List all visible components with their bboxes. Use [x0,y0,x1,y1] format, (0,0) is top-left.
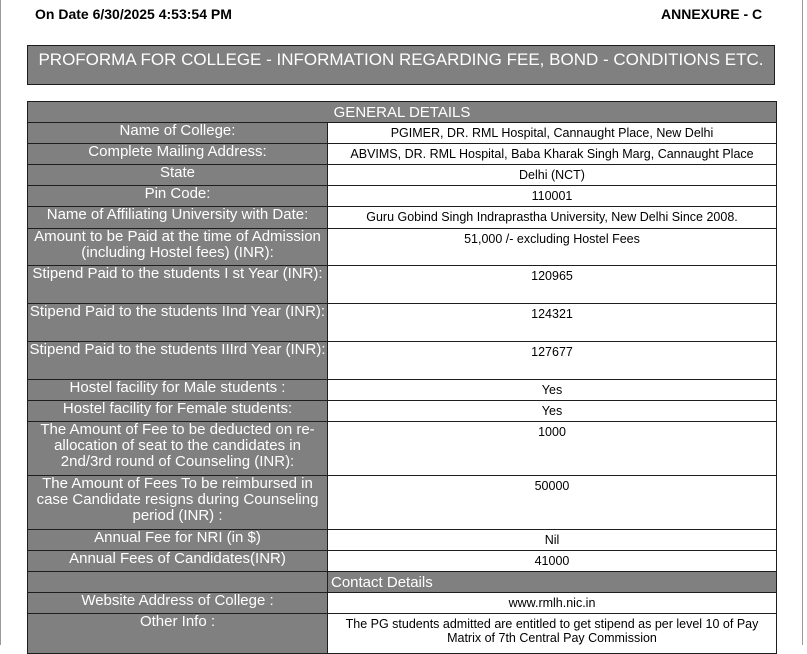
info-row [28,342,777,380]
report-date: On Date 6/30/2025 4:53:54 PM [35,6,232,22]
info-row [28,593,777,614]
website-value: www.rmlh.nic.in [328,593,777,614]
field-label: Pin Code: [28,186,328,207]
field-value: 1000 [328,422,777,476]
info-row [28,229,777,266]
field-label: Annual Fee for NRI (in $) [28,530,328,551]
field-label: Hostel facility for Female students: [28,401,328,422]
info-row [28,123,777,144]
field-value: Yes [328,401,777,422]
field-value: 51,000 /- excluding Hostel Fees [328,229,777,266]
field-label: Name of Affiliating University with Date: [28,207,328,229]
info-row [28,401,777,422]
field-value: 120965 [328,266,777,304]
field-label: Other Info : [28,614,328,654]
field-label: The Amount of Fees To be reimbursed in case Candidate resigns during Counseling period (INR) : [28,476,328,530]
page-left-edge [0,0,1,645]
field-value: Guru Gobind Singh Indraprastha University, New Delhi Since 2008. [328,207,777,229]
field-value: Yes [328,380,777,401]
field-label: State [28,165,328,186]
field-value: 41000 [328,551,777,572]
info-row [28,530,777,551]
annexure-label: ANNEXURE - C [661,6,763,22]
field-value: ABVIMS, DR. RML Hospital, Baba Kharak Singh Marg, Cannaught Place [328,144,777,165]
field-value: 124321 [328,304,777,342]
info-row [28,304,777,342]
field-value: The PG students admitted are entitled to get stipend as per level 10 of Pay Matrix of 7th Central Pay Commission [328,614,777,654]
field-value: 50000 [328,476,777,530]
college-info-table [27,101,777,654]
info-row [28,165,777,186]
field-value: PGIMER, DR. RML Hospital, Cannaught Place, New Delhi [328,123,777,144]
field-label: Hostel facility for Male students : [28,380,328,401]
info-row [28,380,777,401]
proforma-title: PROFORMA FOR COLLEGE - INFORMATION REGARDING FEE, BOND - CONDITIONS ETC. [27,45,775,85]
info-row [28,266,777,304]
field-value: Nil [328,530,777,551]
field-label: Complete Mailing Address: [28,144,328,165]
field-label: Stipend Paid to the students IInd Year (INR): [28,304,328,342]
field-label: Stipend Paid to the students IIIrd Year (INR): [28,342,328,380]
field-label: Name of College: [28,123,328,144]
section-heading: GENERAL DETAILS [28,102,777,123]
info-row [28,186,777,207]
field-label: The Amount of Fee to be deducted on re-allocation of seat to the candidates in 2nd/3rd round of Counseling (INR): [28,422,328,476]
field-value: 110001 [328,186,777,207]
field-label: Website Address of College : [28,593,328,614]
info-row [28,144,777,165]
section-spacer [28,572,328,593]
field-label: Annual Fees of Candidates(INR) [28,551,328,572]
section-contact-details [28,572,777,593]
page-right-edge [802,0,803,645]
info-row [28,614,777,654]
field-value: 127677 [328,342,777,380]
info-row [28,207,777,229]
section-heading: Contact Details [328,572,777,593]
field-value: Delhi (NCT) [328,165,777,186]
info-row [28,476,777,530]
section-general-details [28,102,777,123]
info-row [28,422,777,476]
field-label: Stipend Paid to the students I st Year (INR): [28,266,328,304]
field-label: Amount to be Paid at the time of Admission (including Hostel fees) (INR): [28,229,328,266]
info-row [28,551,777,572]
